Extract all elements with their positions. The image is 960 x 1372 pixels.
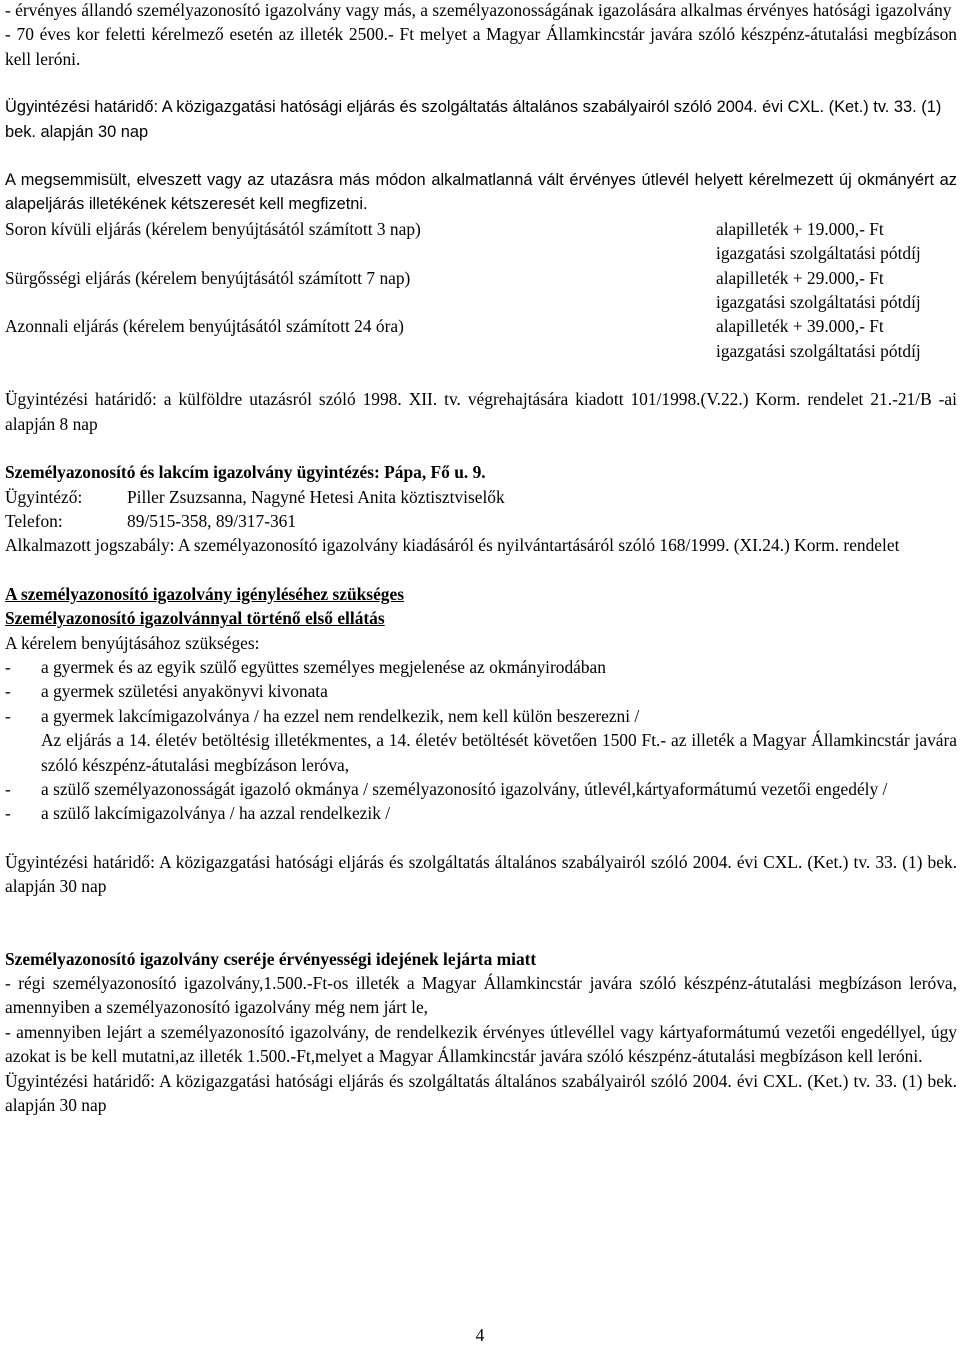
administrator-label: Ügyintéző: (5, 486, 83, 507)
fee-row (5, 217, 957, 266)
fee-row-value: alapilleték + 19.000,- Ft igazgatási szolgáltatási pótdíj (716, 218, 921, 264)
fee-row-value: alapilleték + 39.000,- Ft igazgatási szolgáltatási pótdíj (716, 316, 921, 361)
fee-row-label: Sürgősségi eljárás (kérelem benyújtásától számított 7 nap) (5, 267, 411, 288)
deadline-note: Ügyintézési határidő: A közigazgatási hatósági eljárás és szolgáltatás általános szabályairól szóló 2004. évi CXL. (Ket.) tv. 33. (1) bek. alapján 30 nap (5, 98, 942, 141)
renewal-paragraph: - amennyiben lejárt a személyazonosító igazolvány, de rendelkezik érvényes útlevéllel vagy kártyaformátumú vezetői engedéllyel, úgy azokat is be kell mutatni,az illeték 1.500.-Ft,melyet a Magyar Államkincstár javára szóló készpénz-átutalási megbízáson kell leróni. (5, 1021, 957, 1067)
phone-label: Telefon: (5, 510, 63, 531)
list-item: - a gyermek és az egyik szülő együttes személyes megjelenése az okmányirodában (5, 656, 606, 677)
fee-row (5, 314, 957, 363)
first-issue-subheading: Személyazonosító igazolvánnyal történő első ellátás (5, 608, 385, 629)
phone-value: 89/515-358, 89/317-361 (127, 510, 297, 531)
first-issue-heading: A személyazonosító igazolvány igényléséhez szükséges (5, 583, 404, 604)
list-item: - a szülő személyazonosságát igazoló okmánya / személyazonosító igazolvány, útlevél,kártyaformátumú vezetői engedély / (5, 778, 888, 799)
fee-row-value: alapilleték + 29.000,- Ft igazgatási szolgáltatási pótdíj (716, 267, 921, 313)
first-issue-deadline: Ügyintézési határidő: A közigazgatási hatósági eljárás és szolgáltatás általános szabályairól szóló 2004. évi CXL. (Ket.) tv. 33. (1) bek. alapján 30 nap (5, 851, 957, 897)
renewal-paragraph: - régi személyazonosító igazolvány,1.500.-Ft-os illeték a Magyar Államkincstár javára szóló készpénz-átutalási megbízáson leróva, amennyiben a személyazonosító igazolvány még nem járt le, (5, 973, 957, 1018)
renewal-deadline: Ügyintézési határidő: A közigazgatási hatósági eljárás és szolgáltatás általános szabályairól szóló 2004. évi CXL. (Ket.) tv. 33. (1) bek. alapján 30 nap (5, 1070, 957, 1116)
applied-law: Alkalmazott jogszabály: A személyazonosító igazolvány kiadásáról és nyilvántartásáról szóló 168/1999. (XI.24.) Korm. rendelet (5, 535, 900, 556)
list-item: - a gyermek lakcímigazolványa / ha ezzel nem rendelkezik, nem kell külön beszerezni / (5, 705, 640, 726)
id-office-heading: Személyazonosító és lakcím igazolvány ügyintézés: Pápa, Fő u. 9. (5, 462, 486, 483)
requirement-valid-id: - érvényes állandó személyazonosító igazolvány vagy más, a személyazonosságának igazolására alkalmas érvényes hatósági igazolvány (5, 0, 952, 20)
administrator-value: Piller Zsuzsanna, Nagyné Hetesi Anita köztisztviselők (127, 486, 505, 507)
fee-row (5, 266, 957, 315)
requirement-age-70: - 70 éves kor feletti kérelmező esetén az illeték 2500.- Ft melyet a Magyar Államkincstár javára szóló készpénz-átutalási megbízáson kell leróni. (5, 24, 957, 69)
first-issue-intro: A kérelem benyújtásához szükséges: (5, 632, 260, 653)
fee-row-label: Soron kívüli eljárás (kérelem benyújtásától számított 3 nap) (5, 218, 421, 239)
administrator-line (5, 485, 957, 509)
phone-line (5, 509, 957, 533)
list-item: - a gyermek születési anyakönyvi kivonata (5, 681, 328, 702)
passport-lost-intro: A megsemmisült, elveszett vagy az utazásra más módon alkalmatlanná vált érvényes útlevél helyett kérelmezett új okmányért az alapeljárás illetékének kétszeresét kell megfizetni. (5, 171, 957, 214)
fee-note: Az eljárás a 14. életév betöltésig illetékmentes, a 14. életév betöltését követően 1500 Ft.- az illeték a Magyar Államkincstár javára szóló készpénz-átutalási megbízáson leróva, (41, 730, 957, 775)
fee-row-label: Azonnali eljárás (kérelem benyújtásától számított 24 óra) (5, 316, 404, 337)
page-number: 4 (475, 1325, 485, 1345)
passport-deadline: Ügyintézési határidő: a külföldre utazásról szóló 1998. XII. tv. végrehajtására kiadott 101/1998.(V.22.) Korm. rendelet 21.-21/B -ai alapján 8 nap (5, 389, 957, 434)
renewal-heading: Személyazonosító igazolvány cseréje érvényességi idejének lejárta miatt (5, 948, 537, 969)
list-item: - a szülő lakcímigazolványa / ha azzal rendelkezik / (5, 803, 391, 824)
document-page (5, 0, 957, 1117)
